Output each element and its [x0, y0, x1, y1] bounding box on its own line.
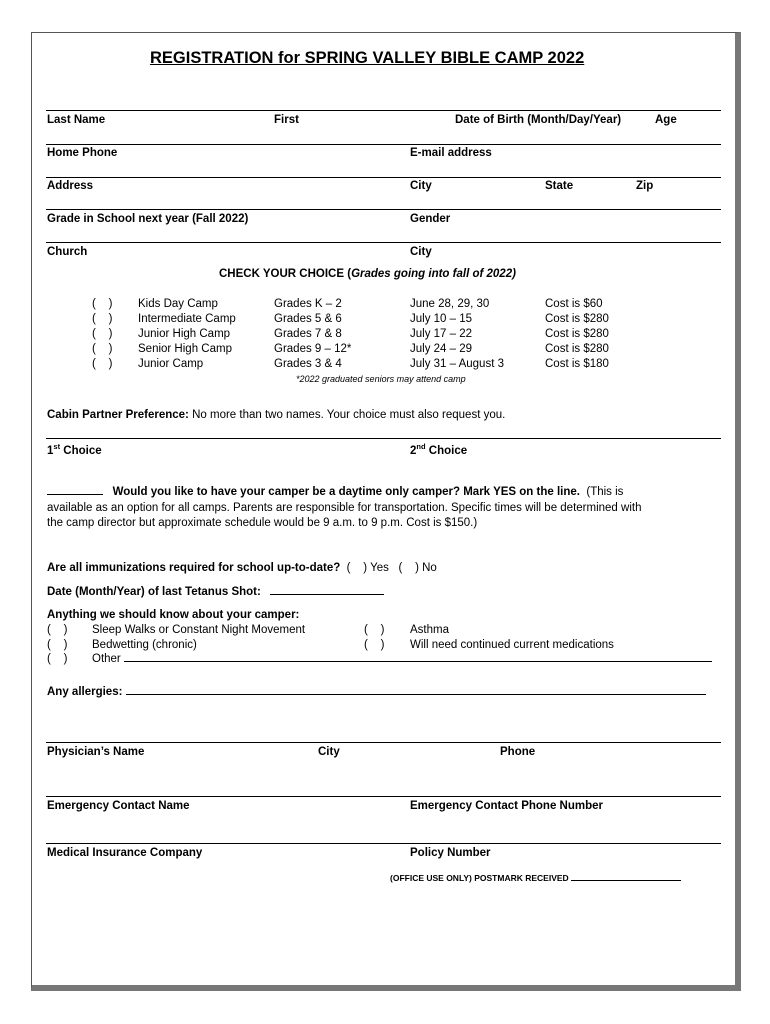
camp-name: Junior High Camp	[138, 328, 231, 340]
divider	[46, 742, 721, 743]
medications-label: Will need continued current medications	[410, 639, 614, 651]
camp-checkbox[interactable]: ( )	[92, 298, 113, 310]
immunizations-no[interactable]: ( ) No	[398, 562, 437, 574]
office-use-row	[390, 873, 681, 883]
gender-field[interactable]: Gender	[410, 213, 451, 225]
first-choice-field[interactable]: 1st Choice	[47, 442, 102, 457]
camp-footnote: *2022 graduated seniors may attend camp	[296, 374, 466, 384]
asthma-label: Asthma	[410, 624, 449, 636]
checkbox-asthma[interactable]: ( )	[364, 624, 385, 636]
policy-field[interactable]: Policy Number	[410, 847, 491, 859]
church-city-field[interactable]: City	[410, 246, 432, 258]
cabin-label: Cabin Partner Preference:	[47, 409, 189, 421]
postmark-blank[interactable]	[571, 880, 681, 881]
bedwetting-label: Bedwetting (chronic)	[92, 639, 197, 651]
camp-dates: June 28, 29, 30	[410, 298, 490, 310]
choice-heading	[219, 268, 516, 280]
immunizations-row	[47, 562, 437, 574]
camp-cost: Cost is $60	[545, 298, 603, 310]
city-field[interactable]: City	[410, 180, 432, 192]
immunizations-yes[interactable]: ( ) Yes	[346, 562, 389, 574]
divider	[46, 242, 721, 243]
camp-dates: July 10 – 15	[410, 313, 473, 325]
camp-grades: Grades 9 – 12*	[274, 343, 352, 355]
camp-cost: Cost is $180	[545, 358, 609, 370]
grade-field[interactable]: Grade in School next year (Fall 2022)	[47, 213, 249, 225]
other-label	[92, 653, 712, 665]
church-field[interactable]: Church	[47, 246, 88, 258]
divider	[46, 144, 721, 145]
camp-checkbox[interactable]: ( )	[92, 343, 113, 355]
divider	[46, 843, 721, 844]
camp-grades: Grades 3 & 4	[274, 358, 342, 370]
camp-name: Intermediate Camp	[138, 313, 236, 325]
checkbox-bedwetting[interactable]: ( )	[47, 639, 68, 651]
divider	[46, 177, 721, 178]
immunizations-question: Are all immunizations required for school up-to-date?	[47, 562, 341, 574]
tetanus-label: Date (Month/Year) of last Tetanus Shot:	[47, 586, 261, 598]
other-blank[interactable]	[124, 661, 712, 662]
choice-heading-text: CHECK YOUR CHOICE (	[219, 268, 352, 280]
anything-heading: Anything we should know about your camper:	[47, 609, 300, 621]
checkbox-other[interactable]: ( )	[47, 653, 68, 665]
choice-heading-italic: Grades going into fall of 2022)	[351, 268, 516, 280]
daytime-note: (This is	[586, 486, 624, 498]
camp-name: Junior Camp	[138, 358, 204, 370]
divider	[46, 209, 721, 210]
camp-checkbox[interactable]: ( )	[92, 328, 113, 340]
daytime-line2: available as an option for all camps. Parents are responsible for transportation. Specific times will be determined with	[47, 502, 642, 514]
second-choice-field[interactable]: 2nd Choice	[410, 442, 468, 457]
camp-dates: July 17 – 22	[410, 328, 473, 340]
page-title: REGISTRATION for SPRING VALLEY BIBLE CAMP 2022	[150, 49, 585, 67]
age-field[interactable]: Age	[655, 114, 677, 126]
divider	[46, 110, 721, 111]
camp-grades: Grades 5 & 6	[274, 313, 342, 325]
camp-grades: Grades K – 2	[274, 298, 342, 310]
camp-cost: Cost is $280	[545, 328, 609, 340]
tetanus-blank[interactable]	[270, 594, 384, 595]
allergies-blank[interactable]	[126, 694, 706, 695]
divider	[46, 438, 721, 439]
last-name-field[interactable]: Last Name	[47, 114, 106, 126]
allergies-row	[47, 686, 706, 698]
camp-dates: July 31 – August 3	[410, 358, 504, 370]
daytime-question	[47, 486, 623, 498]
camp-grades: Grades 7 & 8	[274, 328, 342, 340]
first-name-field[interactable]: First	[274, 114, 299, 126]
checkbox-sleep[interactable]: ( )	[47, 624, 68, 636]
camp-dates: July 24 – 29	[410, 343, 473, 355]
cabin-text: No more than two names. Your choice must also request you.	[192, 409, 506, 421]
camp-name: Senior High Camp	[138, 343, 232, 355]
dob-field[interactable]: Date of Birth (Month/Day/Year)	[455, 114, 622, 126]
email-field[interactable]: E-mail address	[410, 147, 492, 159]
camp-cost: Cost is $280	[545, 343, 609, 355]
divider	[46, 796, 721, 797]
emergency-name-field[interactable]: Emergency Contact Name	[47, 800, 190, 812]
allergies-label: Any allergies:	[47, 686, 123, 698]
office-use-label: (OFFICE USE ONLY) POSTMARK RECEIVED	[390, 873, 569, 883]
daytime-yes-blank[interactable]	[47, 494, 103, 495]
tetanus-row	[47, 586, 384, 598]
address-field[interactable]: Address	[47, 180, 94, 192]
sleep-label: Sleep Walks or Constant Night Movement	[92, 624, 306, 636]
state-field[interactable]: State	[545, 180, 574, 192]
checkbox-medications[interactable]: ( )	[364, 639, 385, 651]
cabin-preference	[47, 409, 505, 421]
daytime-question-text: Would you like to have your camper be a daytime only camper? Mark YES on the line.	[112, 486, 580, 498]
insurance-field[interactable]: Medical Insurance Company	[47, 847, 203, 859]
home-phone-field[interactable]: Home Phone	[47, 147, 118, 159]
emergency-phone-field[interactable]: Emergency Contact Phone Number	[410, 800, 603, 812]
physician-city-field[interactable]: City	[318, 746, 340, 758]
physician-phone-field[interactable]: Phone	[500, 746, 536, 758]
camp-cost: Cost is $280	[545, 313, 609, 325]
physician-field[interactable]: Physician’s Name	[47, 746, 145, 758]
camp-checkbox[interactable]: ( )	[92, 358, 113, 370]
other-text: Other	[92, 653, 121, 665]
daytime-line3: the camp director but approximate schedule would be 9 a.m. to 9 p.m. Cost is $150.)	[47, 517, 478, 529]
camp-checkbox[interactable]: ( )	[92, 313, 113, 325]
camp-name: Kids Day Camp	[138, 298, 218, 310]
zip-field[interactable]: Zip	[636, 180, 654, 192]
